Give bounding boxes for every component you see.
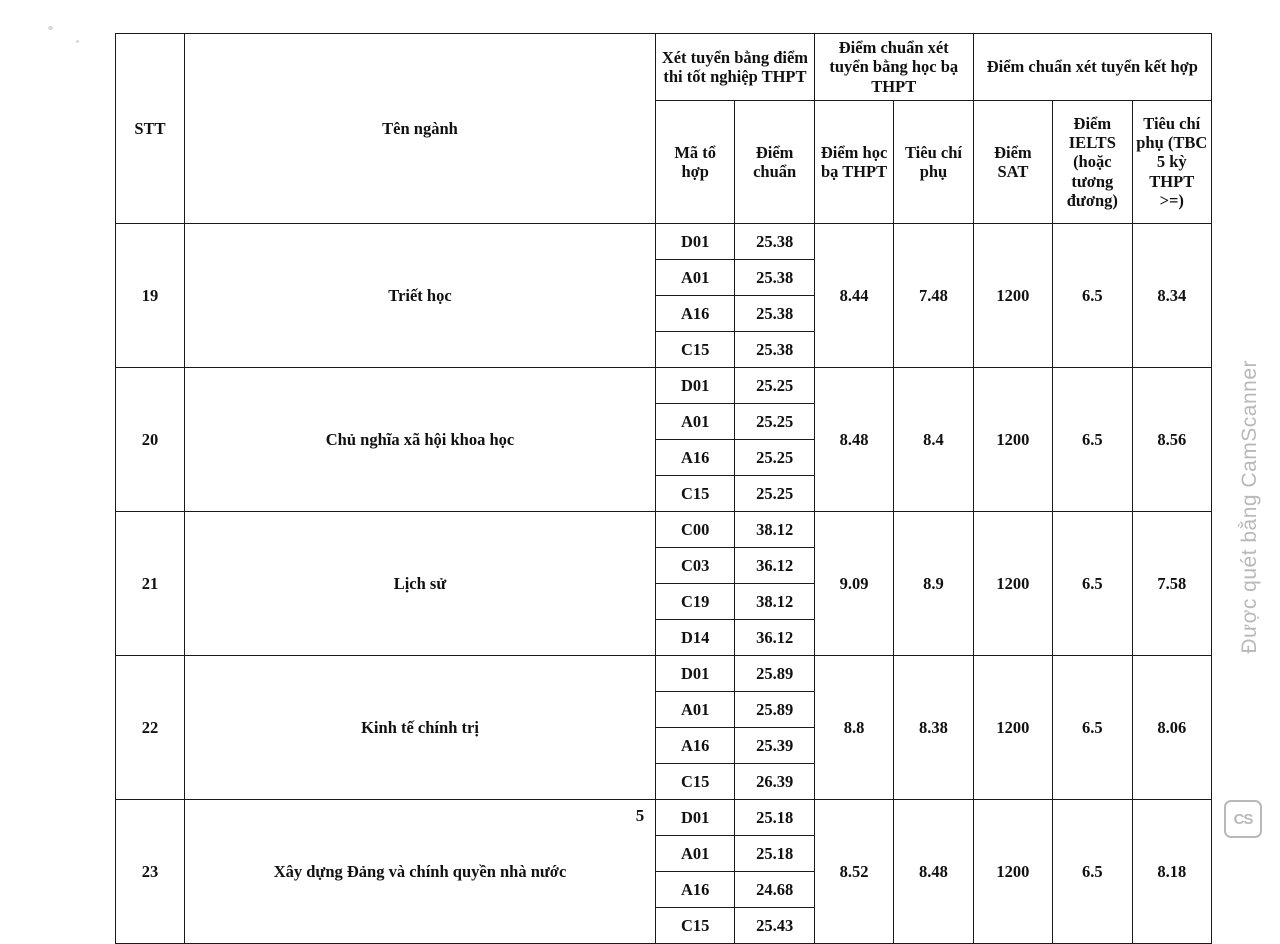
table-row [116, 512, 1212, 548]
cell-diem-sat: 1200 [973, 512, 1052, 656]
header-group-combo: Điểm chuẩn xét tuyển kết hợp [973, 34, 1211, 101]
cell-tieu-chi-phu: 8.9 [894, 512, 973, 656]
cell-ma-to-hop: A16 [656, 440, 735, 476]
cell-diem-ielts: 6.5 [1053, 224, 1132, 368]
cell-stt: 20 [116, 368, 185, 512]
cell-diem-chuan: 25.25 [735, 476, 814, 512]
cell-diem-chuan: 25.38 [735, 332, 814, 368]
cell-diem-chuan: 24.68 [735, 872, 814, 908]
camscanner-watermark: Được quét bằng CamScanner [1238, 360, 1261, 654]
cell-ma-to-hop: D01 [656, 800, 735, 836]
cell-diem-hoc-ba: 8.8 [814, 656, 893, 800]
cell-ma-to-hop: A16 [656, 728, 735, 764]
cell-ma-to-hop: D01 [656, 368, 735, 404]
cell-diem-hoc-ba: 9.09 [814, 512, 893, 656]
cell-ma-to-hop: A16 [656, 872, 735, 908]
table-row [116, 656, 1212, 692]
cell-diem-chuan: 25.25 [735, 368, 814, 404]
cell-ma-to-hop: D01 [656, 224, 735, 260]
cell-tieu-chi-phu: 7.48 [894, 224, 973, 368]
table-row [116, 224, 1212, 260]
cell-diem-ielts: 6.5 [1053, 512, 1132, 656]
cell-name: Xây dựng Đảng và chính quyền nhà nước [185, 800, 656, 944]
cell-diem-chuan: 25.43 [735, 908, 814, 944]
header-tieu-chi-phu-2: Tiêu chí phụ (TBC 5 kỳ THPT >=) [1132, 101, 1211, 224]
cell-ma-to-hop: C15 [656, 476, 735, 512]
cell-ma-to-hop: C19 [656, 584, 735, 620]
cell-diem-ielts: 6.5 [1053, 656, 1132, 800]
header-group-hocba: Điểm chuẩn xét tuyển bằng học bạ THPT [814, 34, 973, 101]
cell-diem-chuan: 25.18 [735, 836, 814, 872]
cell-tieu-chi-phu: 8.38 [894, 656, 973, 800]
header-group-exam: Xét tuyển bằng điểm thi tốt nghiệp THPT [656, 34, 815, 101]
cell-ma-to-hop: A01 [656, 836, 735, 872]
cell-diem-sat: 1200 [973, 656, 1052, 800]
cell-diem-chuan: 25.38 [735, 224, 814, 260]
cell-diem-chuan: 25.25 [735, 440, 814, 476]
cell-ma-to-hop: D14 [656, 620, 735, 656]
header-diem-sat: Điểm SAT [973, 101, 1052, 224]
cell-diem-chuan: 25.25 [735, 404, 814, 440]
cell-tieu-chi-phu-2: 8.06 [1132, 656, 1211, 800]
cell-ma-to-hop: C15 [656, 332, 735, 368]
cell-stt: 21 [116, 512, 185, 656]
cell-stt: 23 [116, 800, 185, 944]
cell-diem-chuan: 25.18 [735, 800, 814, 836]
cell-diem-chuan: 36.12 [735, 548, 814, 584]
cell-ma-to-hop: A01 [656, 404, 735, 440]
cell-tieu-chi-phu-2: 8.18 [1132, 800, 1211, 944]
cell-diem-hoc-ba: 8.48 [814, 368, 893, 512]
cell-name: Kinh tế chính trị [185, 656, 656, 800]
cell-diem-chuan: 38.12 [735, 512, 814, 548]
cell-diem-chuan: 25.38 [735, 260, 814, 296]
header-diem-ielts: Điểm IELTS (hoặc tương đương) [1053, 101, 1132, 224]
header-stt: STT [116, 34, 185, 224]
cell-ma-to-hop: C00 [656, 512, 735, 548]
cell-name: Chủ nghĩa xã hội khoa học [185, 368, 656, 512]
cell-diem-ielts: 6.5 [1053, 368, 1132, 512]
cell-tieu-chi-phu-2: 7.58 [1132, 512, 1211, 656]
cell-tieu-chi-phu-2: 8.34 [1132, 224, 1211, 368]
cell-ma-to-hop: A16 [656, 296, 735, 332]
cell-name: Triết học [185, 224, 656, 368]
cell-diem-sat: 1200 [973, 224, 1052, 368]
cell-ma-to-hop: C03 [656, 548, 735, 584]
cell-diem-chuan: 25.38 [735, 296, 814, 332]
cell-tieu-chi-phu: 8.48 [894, 800, 973, 944]
scan-speck [48, 26, 53, 30]
cell-tieu-chi-phu-2: 8.56 [1132, 368, 1211, 512]
cell-ma-to-hop: C15 [656, 908, 735, 944]
cell-ma-to-hop: D01 [656, 656, 735, 692]
cell-diem-chuan: 25.89 [735, 692, 814, 728]
cell-diem-chuan: 38.12 [735, 584, 814, 620]
cell-ma-to-hop: C15 [656, 764, 735, 800]
table-row [116, 368, 1212, 404]
cell-name: Lịch sử [185, 512, 656, 656]
cell-diem-chuan: 25.39 [735, 728, 814, 764]
header-name: Tên ngành [185, 34, 656, 224]
cell-stt: 22 [116, 656, 185, 800]
header-diem-chuan: Điểm chuẩn [735, 101, 814, 224]
header-tieu-chi-phu: Tiêu chí phụ [894, 101, 973, 224]
cell-ma-to-hop: A01 [656, 260, 735, 296]
cell-stt: 19 [116, 224, 185, 368]
camscanner-badge-icon: CS [1224, 800, 1262, 838]
cell-diem-ielts: 6.5 [1053, 800, 1132, 944]
page-number: 5 [635, 806, 645, 825]
header-diem-hoc-ba: Điểm học bạ THPT [814, 101, 893, 224]
cell-ma-to-hop: A01 [656, 692, 735, 728]
scan-speck [76, 40, 79, 43]
cell-diem-chuan: 26.39 [735, 764, 814, 800]
cell-diem-sat: 1200 [973, 800, 1052, 944]
cell-diem-hoc-ba: 8.44 [814, 224, 893, 368]
cell-tieu-chi-phu: 8.4 [894, 368, 973, 512]
cell-diem-hoc-ba: 8.52 [814, 800, 893, 944]
cell-diem-chuan: 36.12 [735, 620, 814, 656]
cell-diem-sat: 1200 [973, 368, 1052, 512]
cell-diem-chuan: 25.89 [735, 656, 814, 692]
header-ma-to-hop: Mã tổ hợp [656, 101, 735, 224]
table-header-row-top [116, 34, 1212, 101]
